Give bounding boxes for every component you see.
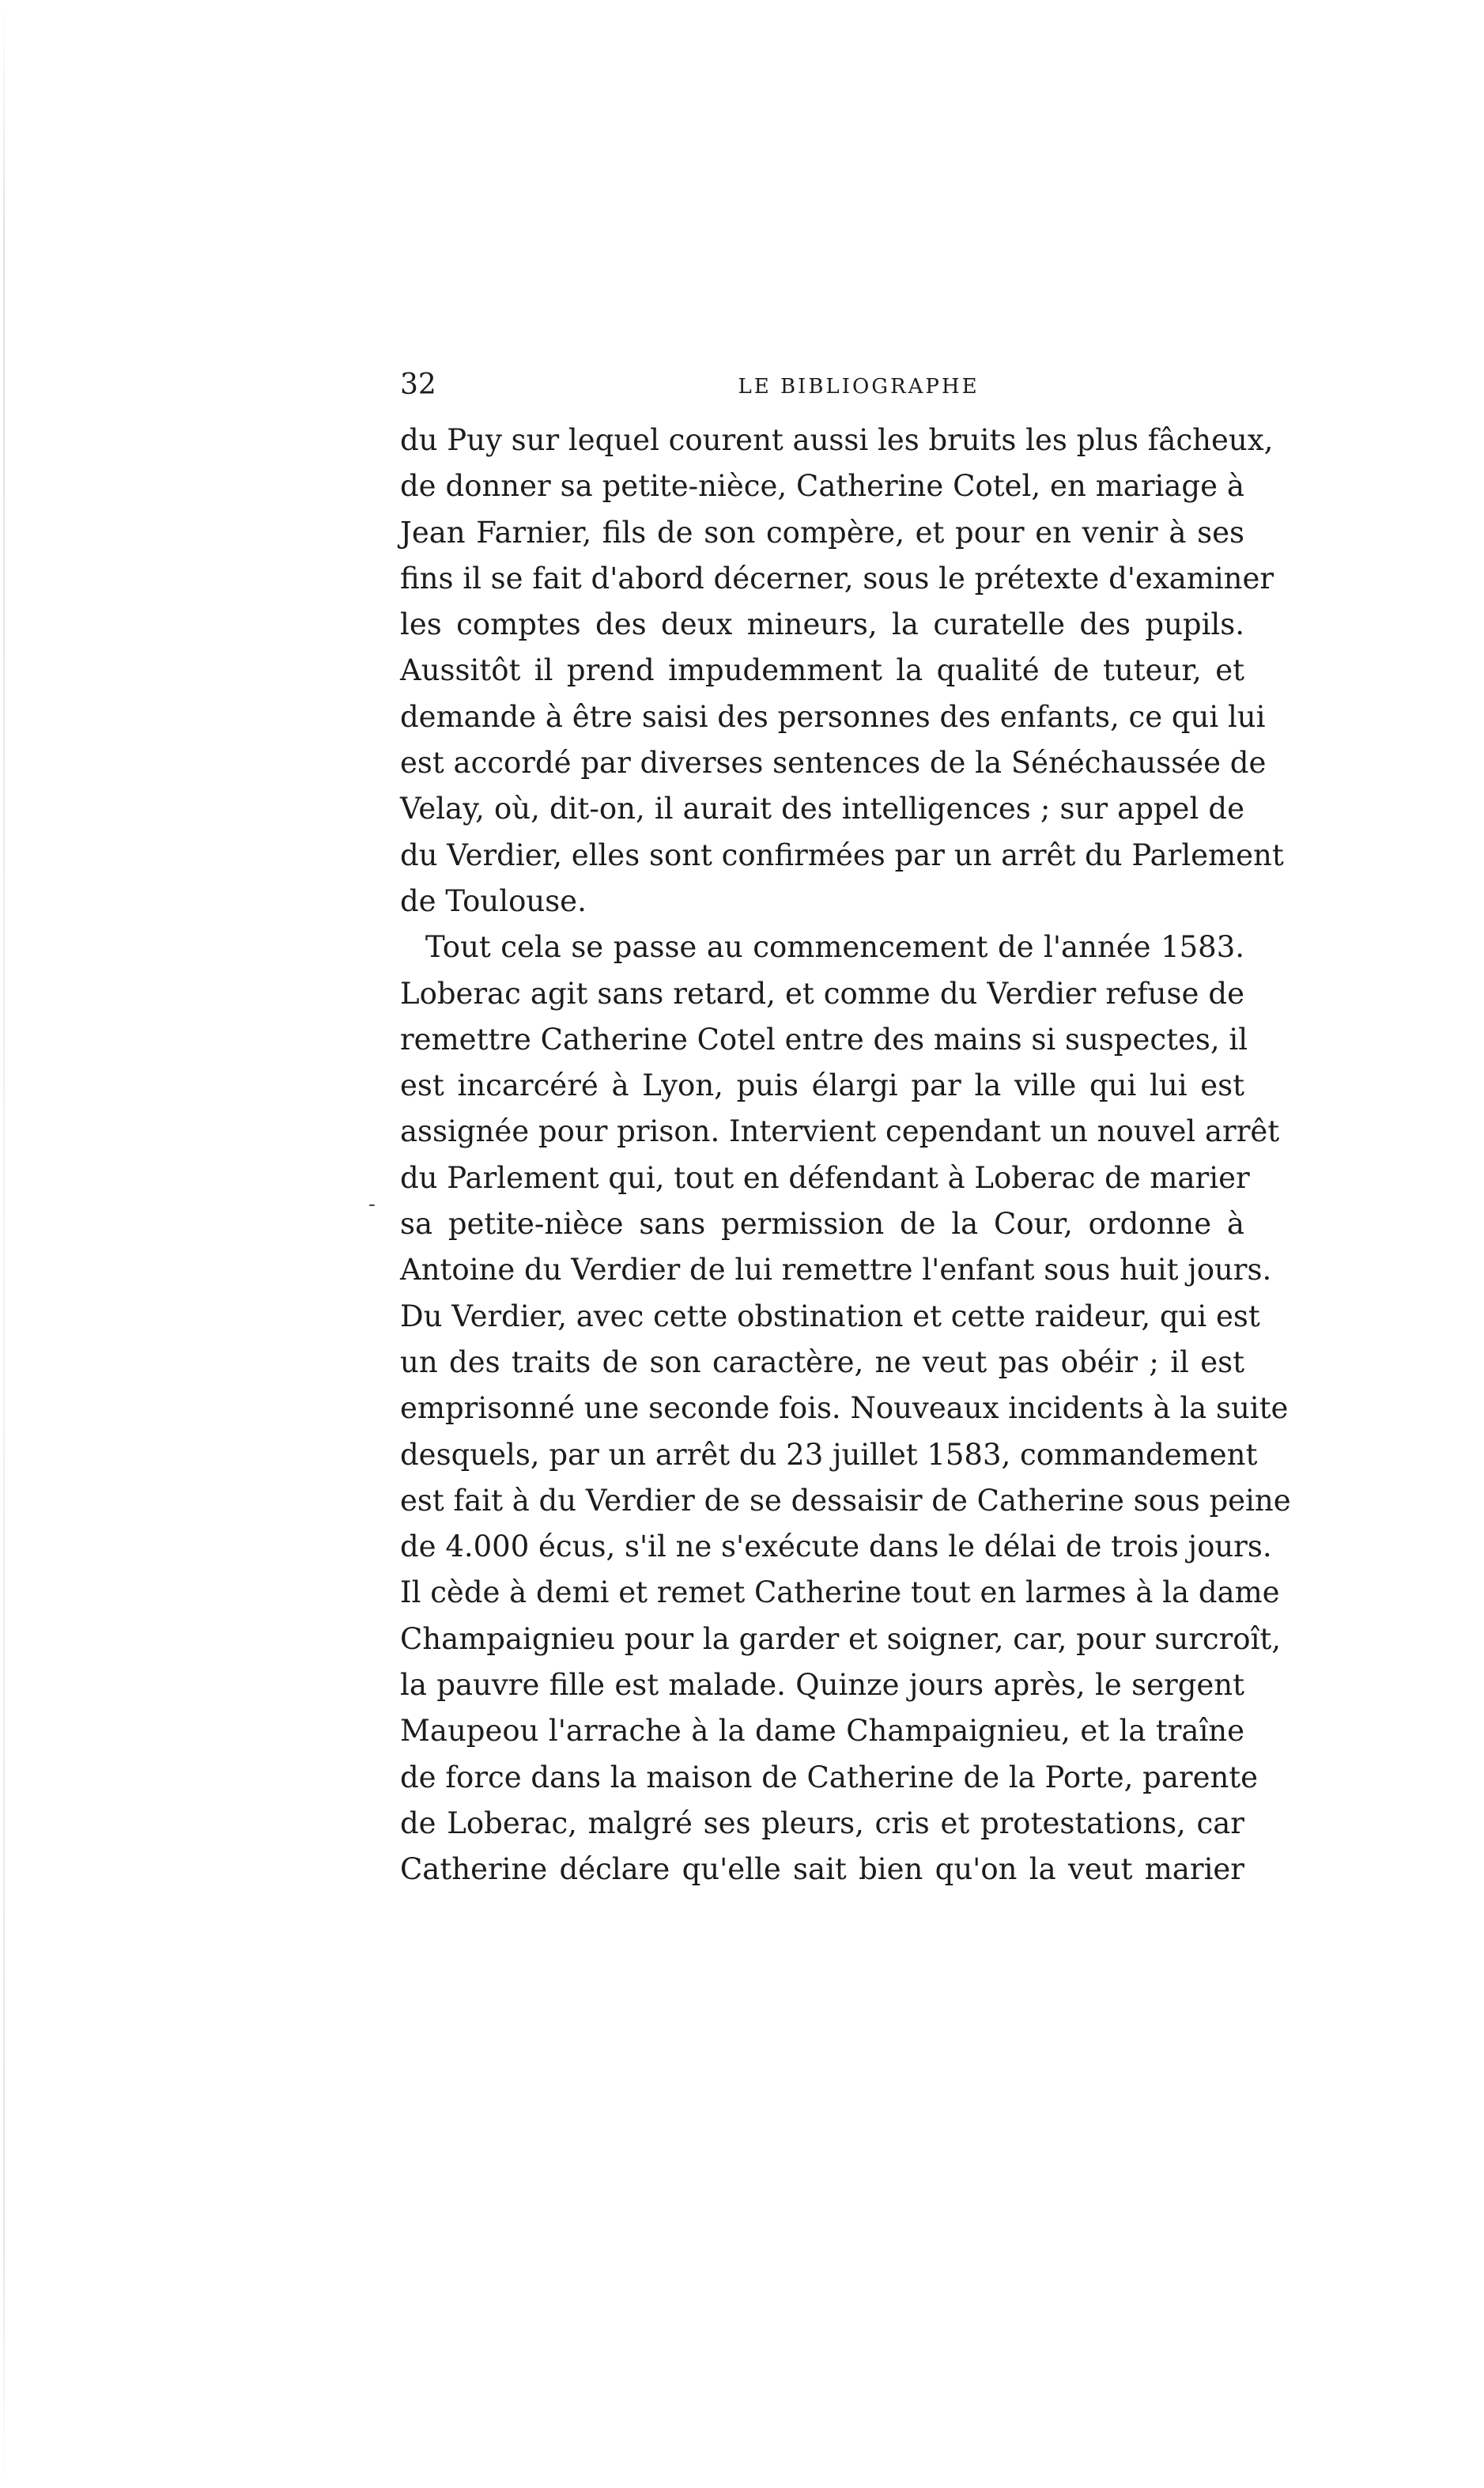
paragraph-1 [400, 418, 1284, 924]
text-line: est fait à du Verdier de se dessaisir de Catherine sous peine [400, 1483, 1291, 1518]
text-line: les comptes des deux mineurs, la curatelle des pupils. [400, 607, 1244, 642]
text-line: emprisonné une seconde fois. Nouveaux incidents à la suite [400, 1391, 1289, 1426]
text-line: du Puy sur lequel courent aussi les bruits les plus fâcheux, [400, 423, 1274, 457]
text-line: Tout cela se passe au commencement de l'année 1583. [425, 930, 1244, 965]
text-line: Antoine du Verdier de lui remettre l'enfant sous huit jours. [400, 1253, 1272, 1287]
text-line: demande à être saisi des personnes des enfants, ce qui lui [400, 699, 1266, 734]
text-line: Loberac agit sans retard, et comme du Verdier refuse de [400, 976, 1244, 1011]
text-line: est accordé par diverses sentences de la Sénéchaussée de [400, 746, 1267, 781]
text-line: de Loberac, malgré ses pleurs, cris et protestations, car [400, 1806, 1244, 1840]
text-line: Catherine déclare qu'elle sait bien qu'on la veut marier [400, 1852, 1244, 1887]
page-header [400, 365, 1244, 405]
text-line: de force dans la maison de Catherine de la Porte, parente [400, 1760, 1259, 1794]
text-line: Du Verdier, avec cette obstination et cette raideur, qui est [400, 1299, 1260, 1333]
running-head: LE BIBLIOGRAPHE [738, 375, 980, 399]
text-line: assignée pour prison. Intervient cependant un nouvel arrêt [400, 1114, 1280, 1149]
text-line: est incarcéré à Lyon, puis élargi par la ville qui lui est [400, 1068, 1244, 1103]
text-line: un des traits de son caractère, ne veut pas obéir ; il est [400, 1344, 1244, 1379]
text-line: Jean Farnier, fils de son compère, et pour en venir à ses [400, 515, 1244, 550]
text-line: Champaignieu pour la garder et soigner, car, pour surcroît, [400, 1621, 1282, 1656]
text-line: de 4.000 écus, s'il ne s'exécute dans le délai de trois jours. [400, 1529, 1272, 1564]
text-line: desquels, par un arrêt du 23 juillet 1583, commandement [400, 1437, 1258, 1472]
page-number: 32 [400, 369, 436, 401]
body-text [400, 418, 1291, 1893]
text-line: Il cède à demi et remet Catherine tout en larmes à la dame [400, 1575, 1280, 1610]
paragraph-2 [400, 924, 1291, 1892]
text-line: de Toulouse. [400, 883, 587, 918]
margin-mark: - [368, 1193, 376, 1216]
text-line: Maupeou l'arrache à la dame Champaignieu, et la traîne [400, 1714, 1244, 1749]
text-line: du Parlement qui, tout en défendant à Loberac de marier [400, 1160, 1250, 1195]
text-line: fins il se fait d'abord décerner, sous le prétexte d'examiner [400, 561, 1274, 596]
text-line: remettre Catherine Cotel entre des mains si suspectes, il [400, 1022, 1248, 1057]
text-line: Aussitôt il prend impudemment la qualité de tuteur, et [400, 653, 1244, 688]
text-line: du Verdier, elles sont confirmées par un arrêt du Parlement [400, 838, 1284, 872]
text-line: la pauvre fille est malade. Quinze jours après, le sergent [400, 1668, 1244, 1703]
text-line: Velay, où, dit-on, il aurait des intelligences ; sur appel de [400, 792, 1244, 826]
scan-edge-shadow [3, 0, 5, 2488]
text-line: sa petite-nièce sans permission de la Cour, ordonne à [400, 1207, 1244, 1242]
text-line: de donner sa petite-nièce, Catherine Cotel, en mariage à [400, 469, 1244, 504]
